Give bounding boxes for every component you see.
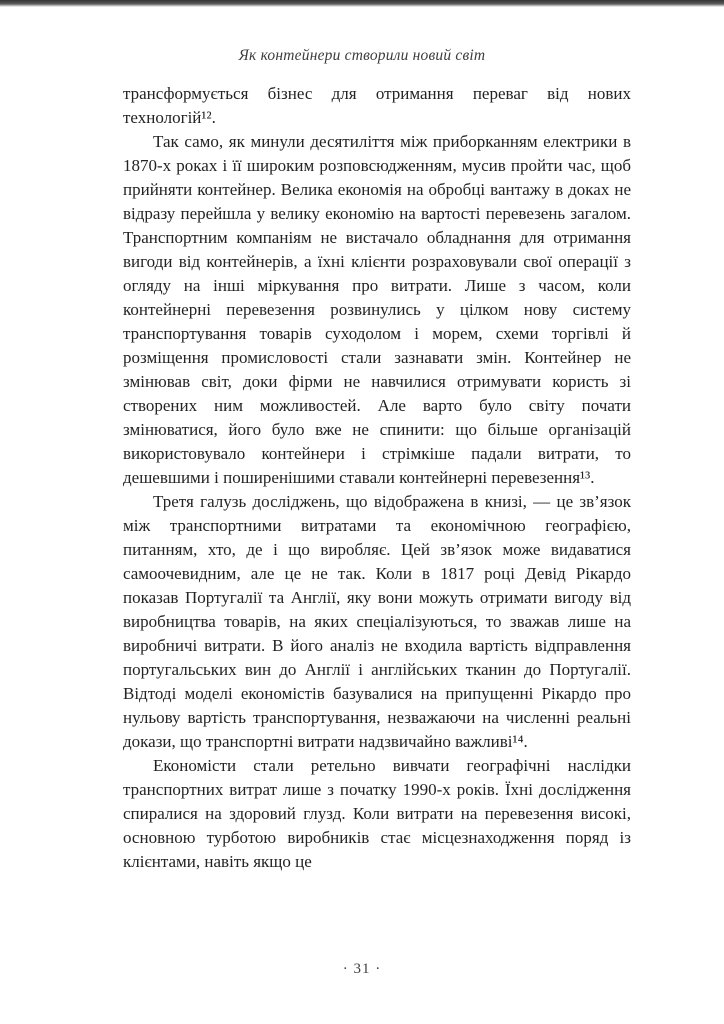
page-top-edge-shadow: [0, 0, 724, 7]
running-header: Як контейнери створили новий світ: [238, 47, 486, 64]
paragraph: Економісти стали ретельно вивчати географічні наслідки транспортних витрат лише з початку 1990-х років. Їхні дослідження спиралися на здоровий глузд. Коли витрати на перевезення високі, основною турботою виробників стає місцезнаходження поряд із клієнтами, навіть якщо це: [123, 756, 631, 871]
paragraph: трансформується бізнес для отримання переваг від нових технологій¹².: [123, 84, 631, 127]
page-body: [123, 82, 631, 874]
paragraph: Так само, як минули десятиліття між приборканням електрики в 1870-х роках і її широким розповсюдженням, мусив пройти час, щоб прийняти контейнер. Велика економія на обробці вантажу в доках не відразу перейшла у велику економію на вартості перевезень загалом. Транспортним компаніям не вистачало обладнання для отримання вигоди від контейнерів, а їхні клієнти розраховували свої операції з огляду на інші міркування про витрати. Лише з часом, коли контейнерні перевезення розвинулись у цілком нову систему транспортування товарів суходолом і морем, схеми торгівлі й розміщення промисловості стали зазнавати змін. Контейнер не змінював світ, доки фірми не навчилися отримувати користь зі створених ним можливостей. Але варто було світу почати змінюватися, його було вже не спинити: що більше організацій використовувало контейнери і стрімкіше падали витрати, то дешевшими і поширенішими ставали контейнерні перевезення¹³.: [123, 132, 631, 487]
paragraph: Третя галузь досліджень, що відображена в книзі, — це зв’язок між транспортними витратами та економічною географією, питанням, хто, де і що виробляє. Цей зв’язок може видаватися самоочевидним, але це не так. Коли в 1817 році Девід Рікардо показав Португалії та Англії, яку вони можуть отримати вигоду від виробництва товарів, на яких спеціалізуються, то зважав лише на виробничі витрати. В його аналіз не входила вартість відправлення португальських вин до Англії і англійських тканин до Португалії. Відтоді моделі економістів базувалися на припущенні Рікардо про нульову вартість транспортування, незважаючи на численні реальні докази, що транспортні витрати надзвичайно важливі¹⁴.: [123, 492, 631, 751]
page-number: · 31 ·: [342, 961, 382, 977]
